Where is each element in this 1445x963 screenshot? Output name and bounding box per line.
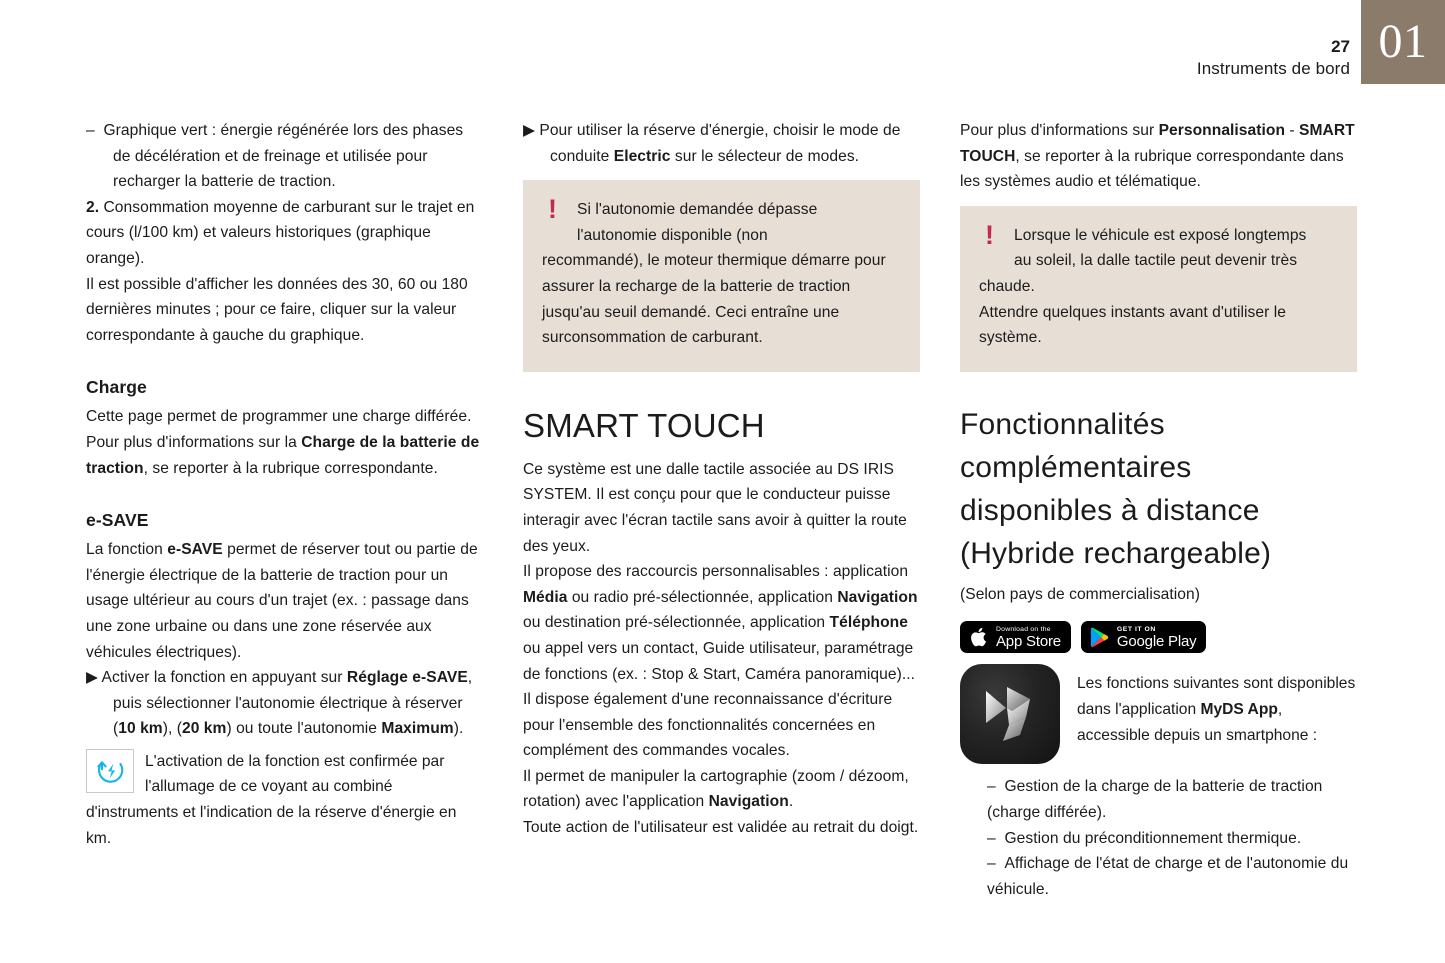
st-p4-lead: Il permet de manipuler la cartographie (zoom / dézoom, rotation) avec l'application: [523, 767, 909, 811]
myds-note-bold: MyDS App: [1200, 700, 1278, 718]
chapter-number-tab: 01: [1361, 0, 1445, 84]
item-2-paragraph: [86, 195, 483, 272]
bullet-green-graph-text: Graphique vert : énergie régénérée lors des phases de décélération et de freinage et utilisée pour recharger la batterie de traction.: [103, 122, 464, 191]
charge-p2-lead: Pour plus d'informations sur la: [86, 433, 302, 451]
google-play-badge-text: [1117, 625, 1197, 650]
page-number: 27: [1331, 37, 1350, 56]
charge-p2-bold: Charge de la batterie de traction: [86, 433, 480, 477]
perso-lead: Pour plus d'informations sur: [960, 122, 1159, 139]
esave-action-bold-2: 10 km: [118, 720, 163, 738]
esave-p1-bold: e-SAVE: [167, 541, 223, 559]
esave-action-lead: Activer la fonction en appuyant sur: [98, 669, 347, 687]
reserve-action-lead: Pour utiliser la réserve d'énergie, choisir le mode de conduite: [535, 122, 901, 165]
heat-warning-rest: chaude.: [979, 277, 1035, 295]
reserve-action-paragraph: [523, 118, 920, 169]
google-play-triangle-icon: [1089, 626, 1110, 649]
esave-p1-lead: La fonction: [86, 541, 168, 559]
st-p2-mid-2: ou destination pré-sélectionnée, application: [523, 614, 830, 632]
dash-marker: –: [86, 122, 95, 139]
st-p2-bold-media: Média: [523, 588, 568, 606]
arrow-marker-icon: ▶: [86, 669, 98, 687]
arrow-marker-icon: ▶: [523, 122, 535, 139]
section-title: Instruments de bord: [1196, 59, 1350, 78]
perso-bold-2: SMART TOUCH: [960, 122, 1355, 165]
warning-line-1: Si l'autonomie demandée dépasse: [577, 201, 818, 219]
st-p2-lead: Il propose des raccourcis personnalisables : application: [523, 563, 909, 581]
feature-item-text: Gestion du préconditionnement thermique.: [1004, 829, 1302, 847]
heading-esave: e-SAVE: [86, 510, 149, 531]
st-p4-bold-navigation: Navigation: [708, 793, 789, 811]
warning-rest: recommandé), le moteur thermique démarre pour assurer la recharge de la batterie de traction jusqu'au seuil demandé. Ceci entraîne une surconsommation de carburant.: [542, 252, 886, 347]
warning-exclamation-icon: !: [985, 219, 994, 250]
feature-list: [960, 774, 1357, 902]
smart-touch-paragraph-1: Ce système est une dalle tactile associée au DS IRIS SYSTEM. Il est conçu pour que le conducteur puisse interagir avec l'écran tactile sans avoir à quitter la route des yeux.: [523, 460, 907, 555]
page-header: [0, 0, 1445, 96]
history-paragraph: Il est possible d'afficher les données des 30, 60 ou 180 dernières minutes ; pour ce faire, cliquer sur la valeur correspondante à gauche du graphique.: [86, 275, 468, 344]
warning-box-autonomy: [523, 180, 920, 372]
feature-item-text: Affichage de l'état de charge et de l'autonomie du véhicule.: [987, 855, 1349, 898]
esave-action-bold-3: 20 km: [181, 720, 227, 738]
dash-marker: –: [987, 778, 996, 796]
features-heading-line-4: (Hybride rechargeable): [960, 536, 1272, 570]
item-2-number: 2.: [86, 198, 100, 216]
heading-charge: Charge: [86, 377, 147, 398]
smart-touch-paragraph-5: Toute action de l'utilisateur est validée au retrait du doigt.: [523, 819, 919, 837]
features-heading-line-1: Fonctionnalités: [960, 407, 1165, 441]
esave-action-mid-3: ) ou toute l'autonomie: [226, 720, 382, 738]
google-play-badge-small: GET IT ON: [1116, 625, 1156, 633]
smart-touch-paragraph-2: [523, 559, 920, 687]
reserve-action-tail: sur le sélecteur de modes.: [670, 147, 860, 165]
e-save-telltale-icon: [86, 749, 134, 793]
warning-box-heat: [960, 206, 1357, 372]
smart-touch-paragraph-4: [523, 764, 920, 815]
warning-line-2: l'autonomie disponible (non: [577, 226, 768, 244]
heat-warning-line-2: au soleil, la dalle tactile peut devenir très: [1014, 252, 1298, 270]
app-store-badge-text: [996, 625, 1061, 650]
st-p2-mid-1: ou radio pré-sélectionnée, application: [567, 588, 838, 606]
myds-app-note-block: [960, 664, 1357, 764]
telltale-note-block: [86, 749, 483, 851]
myds-note-lead: Les fonctions suivantes sont disponibles dans l'application: [1077, 675, 1356, 718]
app-store-badge-big: App Store: [996, 632, 1061, 650]
list-item: [960, 774, 1357, 825]
smart-touch-paragraph-3: Il dispose également d'une reconnaissance d'écriture pour l'ensemble des fonctionnalités concernées en complément des commandes vocales.: [523, 691, 893, 760]
charge-p2-tail: , se reporter à la rubrique correspondante.: [143, 459, 438, 477]
content-columns: [86, 118, 1358, 902]
esave-action-bold-4: Maximum: [381, 720, 454, 738]
st-p2-tail: ou appel vers un contact, Guide utilisateur, paramétrage de fonctions (ex. : Stop & Start, Caméra panoramique)...: [523, 639, 915, 683]
st-p4-tail: .: [788, 793, 794, 811]
list-item: [960, 851, 1357, 902]
heat-warning-rest-2: Attendre quelques instants avant d'utiliser le système.: [979, 303, 1286, 347]
apple-logo-icon: [968, 626, 989, 649]
perso-bold-1: Personnalisation: [1158, 122, 1286, 139]
st-p2-bold-navigation: Navigation: [837, 588, 918, 606]
perso-separator: -: [1285, 122, 1300, 139]
warning-exclamation-icon: !: [548, 194, 557, 225]
telltale-note-text: L'activation de la fonction est confirmée par l'allumage de ce voyant au combiné d'instruments et l'indication de la réserve d'énergie en km.: [86, 752, 457, 847]
charge-paragraph-2: [86, 430, 483, 481]
personalisation-paragraph: [960, 118, 1357, 195]
myds-note-tail: , accessible depuis un smartphone :: [1077, 700, 1318, 744]
dash-marker: –: [987, 855, 996, 873]
column-1: [86, 118, 483, 902]
myds-app-icon: [960, 664, 1060, 764]
esave-paragraph-1: [86, 537, 483, 665]
reserve-action-bold: Electric: [613, 147, 671, 165]
dash-marker: –: [987, 829, 996, 847]
heading-smart-touch: SMART TOUCH: [523, 406, 765, 444]
features-subtitle: (Selon pays de commercialisation): [960, 585, 1200, 603]
google-play-badge-big: Google Play: [1116, 632, 1197, 650]
item-2-text: Consommation moyenne de carburant sur le trajet en cours (l/100 km) et valeurs historiques (graphique orange).: [86, 198, 475, 267]
esave-action-mid-2: ), (: [162, 720, 182, 738]
store-badges-row: [960, 621, 1357, 653]
perso-tail: , se reporter à la rubrique correspondante dans les systèmes audio et télématique.: [960, 147, 1344, 191]
esave-p1-tail: permet de réserver tout ou partie de l'énergie électrique de la batterie de traction pour un usage ultérieur au cours d'un trajet (ex. : passage dans une zone urbaine ou dans une zone réservée aux véhicules électriques).: [86, 541, 478, 661]
heat-warning-line-1: Lorsque le véhicule est exposé longtemps: [1014, 226, 1307, 244]
esave-action-mid: , puis sélectionner l'autonomie électrique à réserver (: [113, 669, 473, 738]
app-store-badge[interactable]: [960, 621, 1071, 653]
google-play-badge[interactable]: [1081, 621, 1207, 653]
features-heading-line-3: disponibles à distance: [960, 493, 1260, 527]
header-text-block: [1197, 36, 1350, 81]
app-store-badge-small: Download on the: [996, 625, 1051, 633]
list-item: [960, 826, 1357, 852]
column-3: [960, 118, 1357, 902]
column-2: [523, 118, 920, 902]
st-p2-bold-telephone: Téléphone: [829, 614, 908, 632]
esave-action-paragraph: [86, 665, 483, 742]
features-heading-line-2: complémentaires: [960, 450, 1192, 484]
esave-action-bold-1: Réglage e-SAVE: [346, 669, 468, 687]
feature-item-text: Gestion de la charge de la batterie de traction (charge différée).: [987, 778, 1323, 821]
bullet-green-graph: [86, 118, 483, 195]
charge-paragraph-1: Cette page permet de programmer une charge différée.: [86, 408, 472, 426]
esave-action-tail: ).: [453, 720, 464, 738]
